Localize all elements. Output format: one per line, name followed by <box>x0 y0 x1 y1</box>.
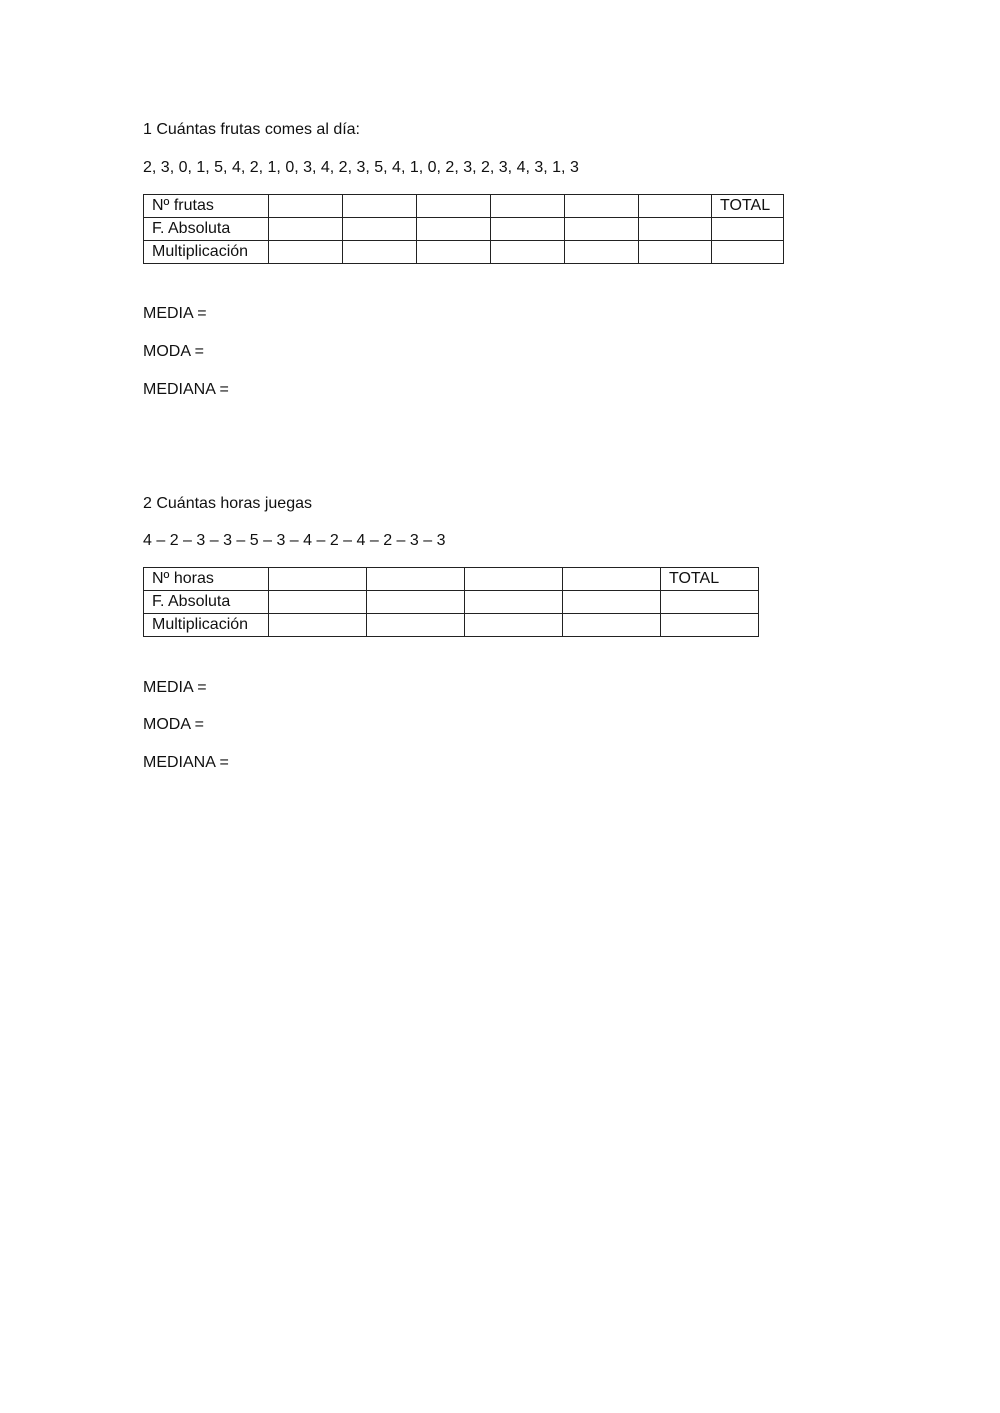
value-cell[interactable] <box>417 218 491 241</box>
value-cell[interactable] <box>465 568 563 591</box>
row-label: F. Absoluta <box>144 218 269 241</box>
row-label: Multiplicación <box>144 614 269 637</box>
value-cell[interactable] <box>343 218 417 241</box>
row-label: Nº horas <box>144 568 269 591</box>
value-cell[interactable] <box>417 241 491 264</box>
value-cell[interactable] <box>563 591 661 614</box>
value-cell[interactable] <box>367 568 465 591</box>
value-cell[interactable] <box>563 568 661 591</box>
value-cell[interactable] <box>343 195 417 218</box>
exercise1-data: 2, 3, 0, 1, 5, 4, 2, 1, 0, 3, 4, 2, 3, 5, 4, 1, 0, 2, 3, 2, 3, 4, 3, 1, 3 <box>143 159 579 176</box>
row-label: F. Absoluta <box>144 591 269 614</box>
exercise1-moda-label: MODA = <box>143 343 204 360</box>
exercise1-question: 1 Cuántas frutas comes al día: <box>143 121 360 138</box>
value-cell[interactable] <box>269 568 367 591</box>
total-cell[interactable] <box>712 218 784 241</box>
value-cell[interactable] <box>269 218 343 241</box>
value-cell[interactable] <box>417 195 491 218</box>
value-cell[interactable] <box>639 241 712 264</box>
value-cell[interactable] <box>269 614 367 637</box>
row-label: Nº frutas <box>144 195 269 218</box>
value-cell[interactable] <box>639 218 712 241</box>
table-row <box>144 614 759 637</box>
value-cell[interactable] <box>367 614 465 637</box>
exercise1-mediana-label: MEDIANA = <box>143 381 229 398</box>
total-cell[interactable] <box>661 614 759 637</box>
exercise2-media-label: MEDIA = <box>143 679 207 696</box>
exercise2-mediana-label: MEDIANA = <box>143 754 229 771</box>
value-cell[interactable] <box>367 591 465 614</box>
total-cell[interactable] <box>712 241 784 264</box>
total-header: TOTAL <box>661 568 759 591</box>
value-cell[interactable] <box>491 218 565 241</box>
table-row <box>144 195 784 218</box>
table-row <box>144 568 759 591</box>
value-cell[interactable] <box>465 614 563 637</box>
table-row <box>144 241 784 264</box>
value-cell[interactable] <box>565 195 639 218</box>
exercise2-frequency-table <box>143 567 759 637</box>
value-cell[interactable] <box>565 241 639 264</box>
value-cell[interactable] <box>639 195 712 218</box>
value-cell[interactable] <box>491 195 565 218</box>
exercise2-moda-label: MODA = <box>143 716 204 733</box>
value-cell[interactable] <box>343 241 417 264</box>
value-cell[interactable] <box>491 241 565 264</box>
row-label: Multiplicación <box>144 241 269 264</box>
value-cell[interactable] <box>269 241 343 264</box>
value-cell[interactable] <box>465 591 563 614</box>
value-cell[interactable] <box>269 591 367 614</box>
table-row <box>144 218 784 241</box>
total-cell[interactable] <box>661 591 759 614</box>
value-cell[interactable] <box>563 614 661 637</box>
exercise2-question: 2 Cuántas horas juegas <box>143 495 312 512</box>
value-cell[interactable] <box>269 195 343 218</box>
table-row <box>144 591 759 614</box>
value-cell[interactable] <box>565 218 639 241</box>
total-header: TOTAL <box>712 195 784 218</box>
exercise2-data: 4 – 2 – 3 – 3 – 5 – 3 – 4 – 2 – 4 – 2 – 3 – 3 <box>143 532 446 549</box>
exercise1-frequency-table <box>143 194 784 264</box>
exercise1-media-label: MEDIA = <box>143 305 207 322</box>
